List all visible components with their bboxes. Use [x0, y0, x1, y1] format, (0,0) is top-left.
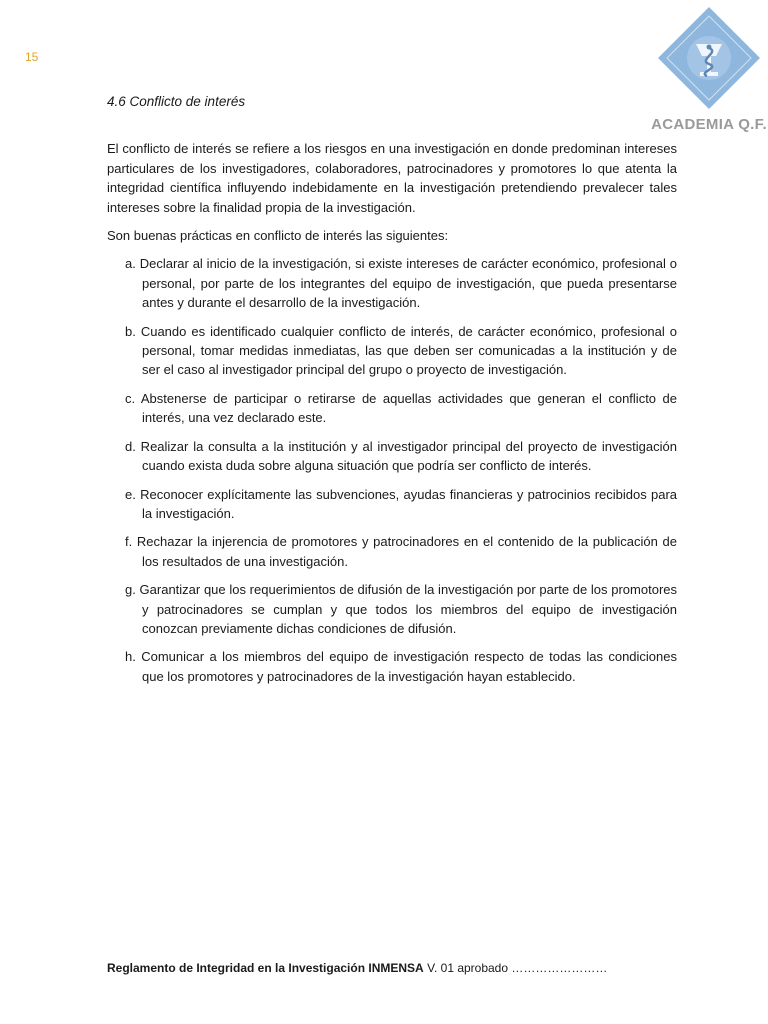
list-item: f. Rechazar la injerencia de promotores y patrocinadores en el contenido de la publicación de los resultados de una investigación.: [125, 534, 677, 569]
footer-version: V. 01 aprobado ……………………: [423, 961, 608, 975]
page-number: 15: [25, 50, 39, 64]
list-item: g. Garantizar que los requerimientos de difusión de la investigación por parte de los promotores y patrocinadores se cumplan y que todos los miembros del equipo de investigación conozcan previamente dichas condiciones de difusión.: [125, 582, 677, 636]
main-content: [107, 92, 677, 695]
footer-title: Reglamento de Integridad en la Investigación INMENSA: [107, 961, 424, 975]
list-item: h. Comunicar a los miembros del equipo de investigación respecto de todas las condiciones que los promotores y patrocinadores de la investigación hayan establecido.: [125, 649, 677, 684]
intro-paragraph: El conflicto de interés se refiere a los riesgos en una investigación en donde predominan intereses particulares de los investigadores, colaboradores, patrocinadores y promotores lo que atenta la integridad científica influyendo indebidamente en la investigación pretendiendo prevalecer tales intereses sobre la finalidad propia de la investigación.: [107, 141, 677, 215]
page-footer: [107, 961, 707, 975]
list-item: b. Cuando es identificado cualquier conflicto de interés, de carácter económico, profesional o personal, tomar medidas inmediatas, las que deben ser comunicadas a la institución y de ser el caso al investigador principal del grupo o proyecto de investigación.: [125, 323, 677, 378]
list-item: e. Reconocer explícitamente las subvenciones, ayudas financieras y patrocinios recibidos para la investigación.: [125, 486, 677, 521]
good-practices-list: [107, 254, 677, 686]
logo-text: ACADEMIA Q.F.: [651, 116, 767, 133]
list-item: a. Declarar al inicio de la investigación, si existe intereses de carácter económico, profesional o personal, por parte de los integrantes del equipo de investigación, que pueda presentarse antes y durante el desarrollo de la investigación.: [125, 256, 677, 311]
practices-lead-paragraph: Son buenas prácticas en conflicto de interés las siguientes:: [107, 228, 449, 244]
section-title: 4.6 Conflicto de interés: [107, 94, 246, 109]
list-item: d. Realizar la consulta a la institución y al investigador principal del proyecto de investigación cuando exista duda sobre alguna situación que podría ser conflicto de interés.: [125, 438, 677, 474]
list-item: c. Abstenerse de participar o retirarse de aquellas actividades que generan el conflicto de interés, una vez declarado este.: [125, 390, 677, 426]
